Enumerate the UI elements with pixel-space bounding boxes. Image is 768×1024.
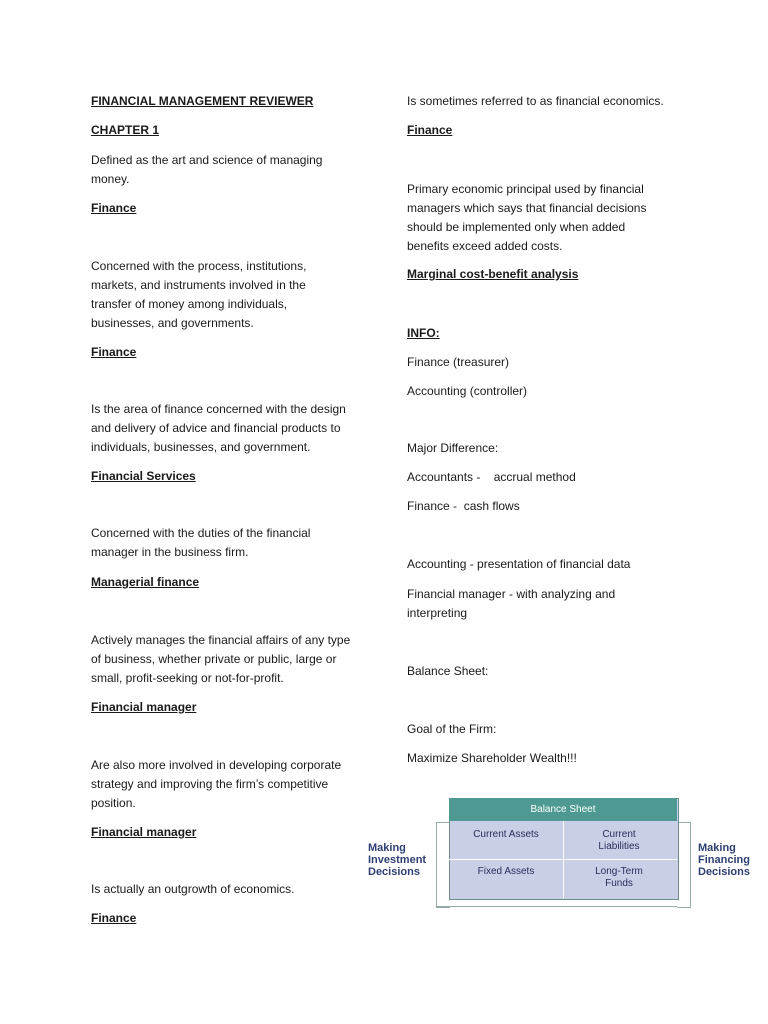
definition-text: Defined as the art and science of managing money. [91,153,323,186]
definition-answer: Managerial finance [91,575,200,589]
info-line: Finance (treasurer) [407,355,510,369]
definition-text: Actively manages the financial affairs of any type of business, whether private or public, large or small, profit-seeking or not-for-profit. [91,633,351,685]
definition-answer: Finance [91,201,137,215]
info-line: Accounting (controller) [407,384,528,398]
row-divider [449,859,677,860]
definition-text: Is actually an outgrowth of economics. [91,882,295,896]
financial-manager-line: Financial manager - with analyzing and interpreting [407,587,616,620]
definition-text: Are also more involved in developing corporate strategy and improving the firm’s competitive position. [91,758,342,810]
investment-decisions-label: Making Investment Decisions [368,842,427,878]
long-term-funds-cell: Long-Term Funds [595,866,643,889]
difference-line: Accountants - accrual method [407,470,576,484]
balance-sheet-header: Balance Sheet [449,798,677,821]
definition-answer: Marginal cost-benefit analysis [407,267,579,281]
major-difference-label: Major Difference: [407,441,499,455]
financing-decisions-label: Making Financing Decisions [698,842,750,878]
definition-text: Concerned with the process, institutions, markets, and instruments involved in the transfer of money among individuals, businesses, and governments. [91,259,307,330]
current-liabilities-cell: Current Liabilities [598,829,640,852]
goal-text: Maximize Shareholder Wealth!!! [407,751,577,765]
definition-answer: Finance [407,123,453,137]
fixed-assets-cell: Fixed Assets [477,866,535,877]
definition-text: Is sometimes referred to as financial economics. [407,94,664,108]
left-bracket [436,822,450,908]
bottom-bracket [436,906,677,907]
definition-answer: Financial manager [91,825,197,839]
goal-label: Goal of the Firm: [407,722,497,736]
right-bracket [677,822,691,908]
document-title: FINANCIAL MANAGEMENT REVIEWER [91,94,314,108]
balance-sheet-label: Balance Sheet: [407,664,489,678]
accounting-line: Accounting - presentation of financial data [407,557,631,571]
definition-text: Primary economic principal used by financial managers which says that financial decisions should be implemented only when added benefits exceed added costs. [407,182,647,253]
definition-answer: Financial manager [91,700,197,714]
difference-line: Finance - cash flows [407,499,520,513]
definition-answer: Finance [91,345,137,359]
definition-answer: Financial Services [91,469,196,483]
chapter-heading: CHAPTER 1 [91,123,160,137]
current-assets-cell: Current Assets [473,829,539,840]
info-label: INFO: [407,326,440,340]
definition-text: Concerned with the duties of the financial manager in the business firm. [91,526,311,559]
definition-answer: Finance [91,911,137,925]
definition-text: Is the area of finance concerned with the design and delivery of advice and financial products to individuals, businesses, and government. [91,402,346,454]
